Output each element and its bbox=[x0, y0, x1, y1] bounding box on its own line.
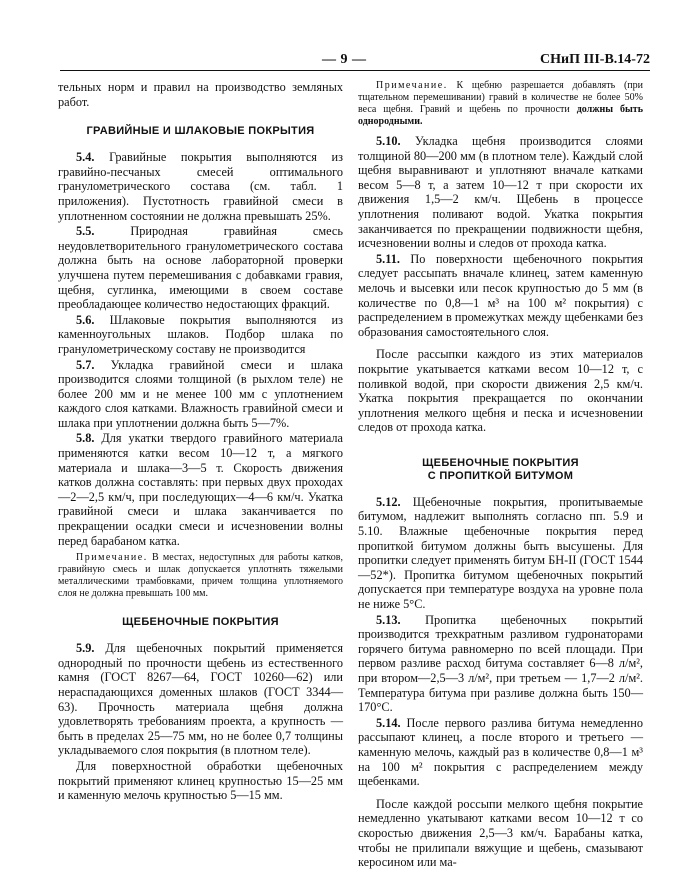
clause-5-7 bbox=[58, 358, 343, 431]
page-header bbox=[0, 52, 700, 72]
clause-number: 5.14. bbox=[376, 715, 401, 730]
clause-5-14 bbox=[358, 716, 643, 789]
clause-text: Природная гравийная смесь неудовлетворительного гранулометрического состава должна быть на основе лабораторной проверки улучшена путем перемешивания с добавками гравия, щебня, суглинка, имеющими в своем составе преобладающее количество недостающих фракций. bbox=[58, 224, 343, 312]
clause-5-8 bbox=[58, 431, 343, 548]
clause-number: 5.4. bbox=[76, 150, 95, 165]
paragraph-surface-treatment: Для поверхностной обработки щебеночных покрытий применяют клинец крупностью 15—25 мм и каменную мелочь крупностью 5—15 мм. bbox=[58, 758, 343, 803]
clause-text: Пропитка щебеночных покрытий производится трехкратным разливом гудронаторами горячего битума равномерно по всей площади. При первом разливе расход битума составляет 6—8 л/м², при втором—2,5—3 л/м², при третьем — 1,7—2 л/м². Температура битума при разливе должна быть 150—170°С. bbox=[358, 612, 643, 715]
clause-number: 5.13. bbox=[376, 612, 401, 627]
clause-5-11 bbox=[358, 252, 643, 340]
note-text: К щебню разрешается добавлять (при тщательном перемешивании) гравий в количестве не более 50% веса щебня. Гравий и щебень по прочности bbox=[358, 80, 643, 115]
note-text: В местах, недоступных для работы катков, гравийную смесь и шлак допускается уплотнять тяжелыми металлическими трамбовками, причем толщина уплотняемого слоя не должна превышать 100 мм. bbox=[58, 552, 344, 600]
clause-5-5 bbox=[58, 224, 343, 312]
clause-number: 5.8. bbox=[76, 431, 95, 446]
left-column bbox=[58, 80, 343, 803]
clause-number: 5.6. bbox=[76, 312, 95, 327]
clause-text: Укладка щебня производится слоями толщиной 80—200 мм (в плотном теле). Каждый слой щебня выравнивают и уплотняют вначале катками весом 5—8 т, а затем 10—12 т при скорости их движения 1,5—2 км/ч. Щебень в процессе уплотнения поливают водой. Укатка покрытия заканчивается по прекращении подвижности щебня, исчезновении волны и следов от прохода катка. bbox=[358, 134, 643, 251]
paragraph-after-spreading: После рассыпки каждого из этих материалов покрытие укатывается катками весом 10—12 т, с поливкой водой, при скорости движения 2,5 км/ч. Укатка покрытия прекращается по окончании уплотнения мелкого щебня и песка и исчезновении следов от прохода катка. bbox=[358, 347, 643, 435]
note-label: Примечание. bbox=[76, 552, 148, 564]
clause-text: Укладка гравийной смеси и шлака производится слоями толщиной (в рыхлом теле) не более 200 мм и не менее 100 мм с уплотнением каждого слоя катками. Влажность гравийной смеси и шлака при уплотнении должна быть 5—7%. bbox=[58, 357, 343, 430]
document-code: СНиП III-В.14-72 bbox=[540, 52, 650, 67]
clause-5-10 bbox=[358, 134, 643, 251]
section-heading-crushed-stone: ЩЕБЕНОЧНЫЕ ПОКРЫТИЯ bbox=[122, 616, 279, 629]
clause-text: По поверхности щебеночного покрытия следует рассыпать вначале клинец, затем каменную мелочь и высевки или песок крупностью до 5 мм (в количестве по 0,8—1 м³ на 100 м² покрытия) с распределением в промежутках между щебенками без образования самостоятельного слоя. bbox=[358, 251, 643, 339]
clause-text: Шлаковые покрытия выполняются из каменноугольных шлаков. Подбор шлака по гранулометрическому составу не производится bbox=[58, 312, 343, 356]
section-heading-gravel: ГРАВИЙНЫЕ И ШЛАКОВЫЕ ПОКРЫТИЯ bbox=[86, 125, 315, 138]
clause-5-4 bbox=[58, 150, 343, 223]
clause-5-13 bbox=[358, 613, 643, 715]
clause-text: Гравийные покрытия выполняются из гравийно-песчаных смесей оптимального гранулометрического состава (см. табл. 1 приложения). Пустотность гравийной смеси в уплотненном состоянии не должна превышать 25%. bbox=[58, 150, 343, 223]
clause-text: Щебеночные покрытия, пропитываемые битумом, надлежит выполнять согласно пп. 5.9 и 5.10. Влажные щебеночные покрытия перед пропиткой битумом должны быть высушены. Для пропитки следует применять битум БН-II (ГОСТ 1544—52*). Пропитка битумом щебеночных покрытий допускается при температуре воздуха на уровне пола не ниже 5°С. bbox=[358, 494, 643, 612]
header-rule bbox=[60, 70, 650, 71]
clause-5-12 bbox=[358, 495, 643, 612]
section-heading-bitumen bbox=[358, 457, 643, 483]
clause-number: 5.7. bbox=[76, 357, 95, 372]
clause-5-9 bbox=[58, 641, 343, 758]
note-label: Примечание. bbox=[376, 80, 448, 91]
clause-text: После первого разлива битума немедленно рассыпают клинец, а после второго и третьего — каменную мелочь, каждый раз в количестве 0,8—1 м³ на 100 м² покрытия с распределением между щебенками. bbox=[358, 715, 643, 789]
clause-text: Для щебеночных покрытий применяется однородный по прочности щебень из естественного камня (ГОСТ 8267—64, ГОСТ 10260—62) или нераспадающихся доменных шлаков (ГОСТ 3344—63). Прочность материала щебня должна удовлетворять требованиям проекта, а крупность — быть в пределах 25—75 мм, но не более 0,7 толщины укладываемого слоя покрытия (в плотном теле). bbox=[58, 641, 343, 758]
clause-text: Для укатки твердого гравийного материала применяются катки весом 10—12 т, а мягкого материала и шлака—3—5 т. Скорость движения катков должна составлять: при первых двух проходах—2—2,5 км/ч, при последующих—4—6 км/ч. Укатка гравийной смеси и шлака заканчивается по прекращении осадки смеси и исчезновении волны перед барабаном катка. bbox=[58, 431, 343, 548]
note-crushed-stone bbox=[358, 80, 643, 128]
paragraph-final-rolling: После каждой россыпи мелкого щебня покрытие немедленно укатывают катками весом 10—12 т со скоростью движения 2,5—3 км/ч. Барабаны катка, чтобы не прилипали вяжущие и щебень, смазывают керосином или ма- bbox=[358, 796, 643, 870]
right-column bbox=[358, 80, 643, 870]
clause-number: 5.11. bbox=[376, 251, 400, 266]
clause-number: 5.10. bbox=[376, 134, 401, 148]
note-gravel bbox=[58, 552, 343, 600]
clause-number: 5.9. bbox=[76, 641, 95, 656]
clause-5-6 bbox=[58, 313, 343, 357]
note-bold-text: должны быть однородными. bbox=[358, 104, 643, 127]
paragraph-continuation: тельных норм и правил на производство земляных работ. bbox=[58, 80, 343, 109]
page-number: — 9 — bbox=[322, 52, 367, 67]
clause-number: 5.5. bbox=[76, 224, 95, 239]
heading-line-2: С ПРОПИТКОЙ БИТУМОМ bbox=[427, 469, 574, 482]
heading-line-1: ЩЕБЕНОЧНЫЕ ПОКРЫТИЯ bbox=[422, 456, 579, 469]
clause-number: 5.12. bbox=[376, 494, 401, 509]
